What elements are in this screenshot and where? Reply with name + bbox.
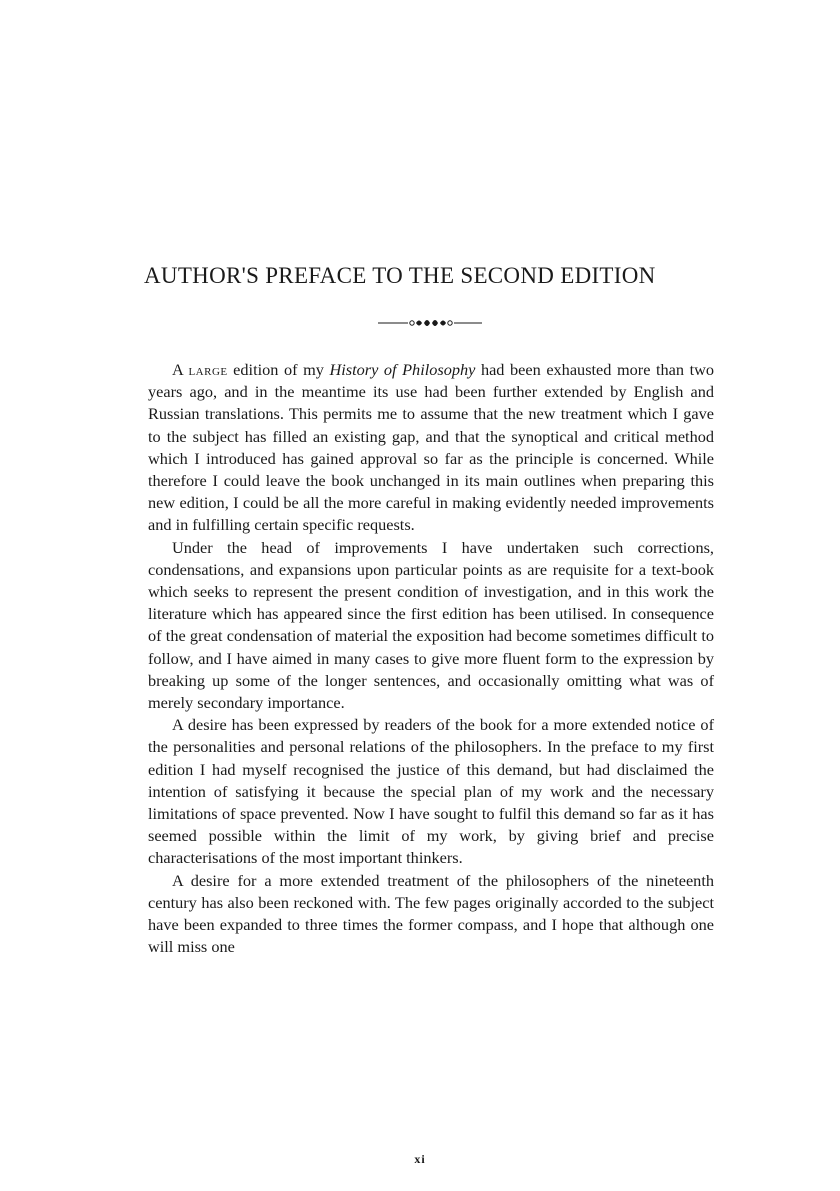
paragraph-1 (148, 359, 714, 537)
paragraph-3: A desire has been expressed by readers of the book for a more extended notice of the personalities and personal relations of the philosophers. In the preface to my first edition I had myself recognised the justice of this demand, but had disclaimed the intention of satisfying it because the special plan of my work and the necessary limitations of space prevented. Now I have sought to fulfil this demand so far as it has seemed possible within the limit of my work, by giving brief and precise characterisations of the most important thinkers. (148, 715, 714, 868)
chapter-title: AUTHOR'S PREFACE TO THE SECOND EDITION (144, 263, 656, 288)
paragraph-1-text-a: edition of my (227, 360, 330, 379)
lead-in-text: A (172, 360, 189, 379)
smallcaps-word: large (188, 360, 228, 379)
paragraph-4: A desire for a more extended treatment of the philosophers of the nineteenth century has also been reckoned with. The few pages originally accorded to the subject have been expanded to three times the former compass, and I hope that although one will miss one (148, 870, 714, 957)
page-number: xi (414, 1152, 426, 1166)
paragraph-1-text-b: had been exhausted more than two years ago, and in the meantime its use had been further extended by English and Russian translations. This permits me to assume that the new treatment which I gave to the subject has filled an existing gap, and that the synoptical and critical method which I introduced has gained approval so far as the principle is concerned. While therefore I could leave the book unchanged in its main outlines when preparing this new edition, I could be all the more careful in making evidently needed improvements and in fulfilling certain specific requests. (148, 360, 715, 535)
book-title-italic: History of Philosophy (329, 360, 476, 379)
paragraph-2: Under the head of improvements I have undertaken such corrections, condensations, and expansions upon particular points as are requisite for a text-book which seeks to represent the present condition of investigation, and in this work the literature which has appeared since the first edition has been utilised. In consequence of the great condensation of material the exposition had become sometimes difficult to follow, and I have aimed in many cases to give more fluent form to the expression by breaking up some of the longer sentences, and occasionally omitting what was of merely secondary importance. (148, 537, 714, 713)
preface-body (148, 359, 714, 958)
ornament-rule-icon (378, 316, 482, 330)
